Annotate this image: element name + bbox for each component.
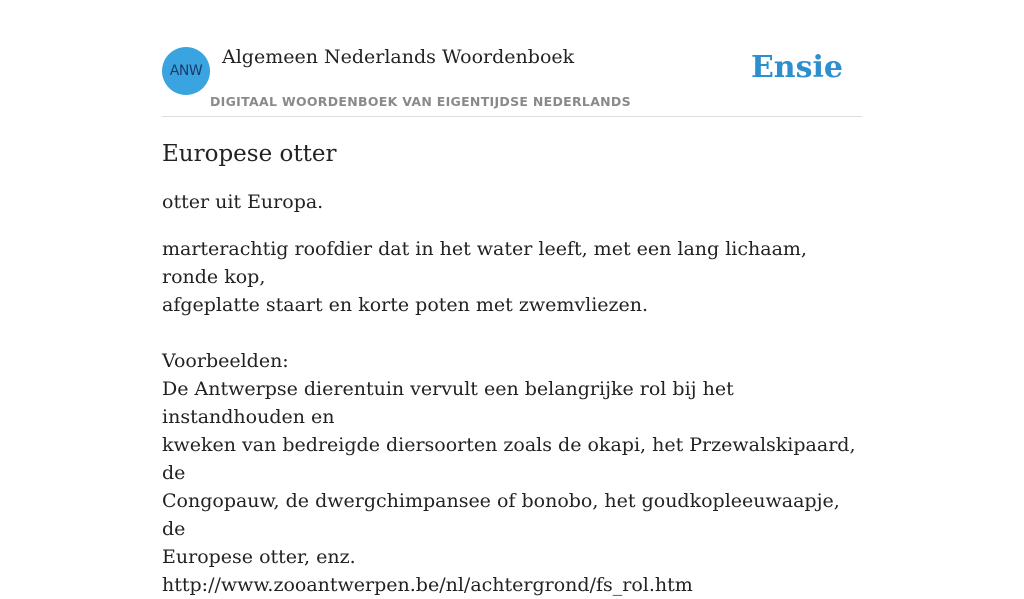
short-definition: otter uit Europa. [162, 191, 324, 213]
anw-logo-text: ANW [169, 63, 203, 79]
definition-line: afgeplatte staart en korte poten met zwemvliezen. [162, 294, 649, 316]
anw-logo[interactable] [162, 47, 210, 95]
examples-label: Voorbeelden: [162, 350, 289, 372]
full-definition [162, 235, 862, 319]
example-line: kweken van bedreigde diersoorten zoals de okapi, het Przewalskipaard, de [162, 434, 856, 484]
site-subtitle: DIGITAAL WOORDENBOEK VAN EIGENTIJDSE NEDERLANDS [210, 94, 631, 109]
example-line: Congopauw, de dwergchimpansee of bonobo, het goudkopleeuwaapje, de [162, 490, 840, 540]
example-line: Europese otter, enz. [162, 546, 356, 568]
site-header [162, 44, 862, 117]
entry-title: Europese otter [162, 141, 337, 167]
site-title[interactable]: Algemeen Nederlands Woordenboek [222, 46, 575, 68]
definition-line: marterachtig roofdier dat in het water leeft, met een lang lichaam, ronde kop, [162, 238, 807, 288]
source-url: http://www.zooantwerpen.be/nl/achtergrond/fs_rol.htm [162, 574, 693, 596]
examples-section [162, 347, 862, 599]
entry-content [162, 138, 862, 599]
ensie-brand-logo[interactable]: Ensie [750, 50, 843, 85]
example-line: De Antwerpse dierentuin vervult een belangrijke rol bij het instandhouden en [162, 378, 734, 428]
